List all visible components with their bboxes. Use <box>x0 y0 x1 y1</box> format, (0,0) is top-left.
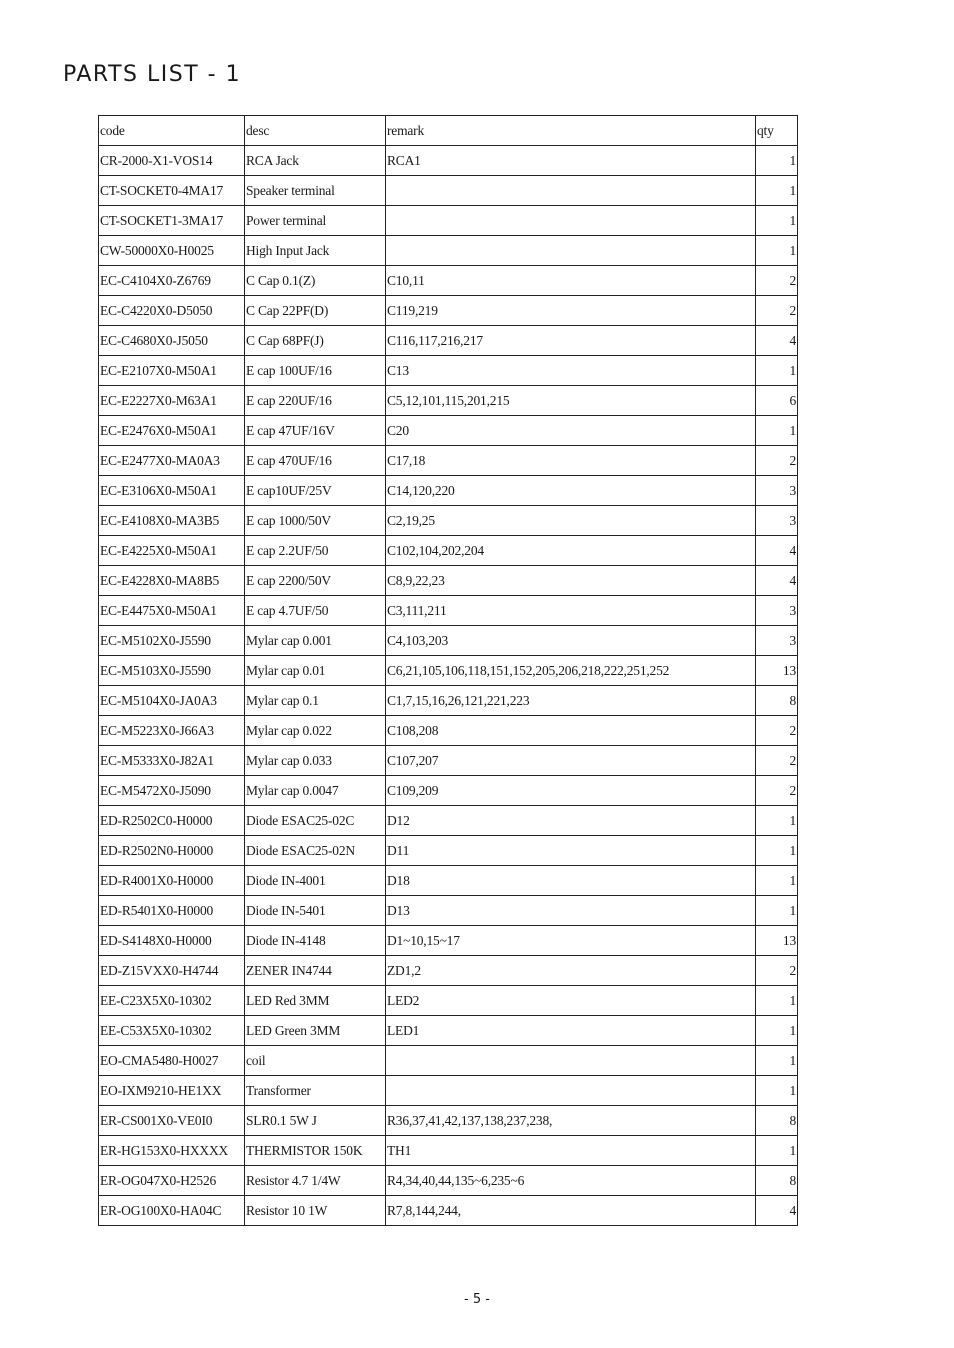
cell-desc: E cap 47UF/16V <box>245 416 386 446</box>
cell-code: ED-R5401X0-H0000 <box>99 896 245 926</box>
cell-desc: Diode IN-5401 <box>245 896 386 926</box>
table-row <box>99 596 798 626</box>
header-desc: desc <box>245 116 386 146</box>
table-row <box>99 386 798 416</box>
cell-qty: 1 <box>756 236 798 266</box>
cell-qty: 6 <box>756 386 798 416</box>
table-row <box>99 296 798 326</box>
cell-remark: LED1 <box>386 1016 756 1046</box>
page-title: PARTS LIST - 1 <box>63 62 242 87</box>
cell-qty: 2 <box>756 776 798 806</box>
cell-qty: 3 <box>756 476 798 506</box>
cell-desc: E cap 2200/50V <box>245 566 386 596</box>
table-row <box>99 476 798 506</box>
cell-remark: R4,34,40,44,135~6,235~6 <box>386 1166 756 1196</box>
cell-remark: C5,12,101,115,201,215 <box>386 386 756 416</box>
cell-code: EC-C4680X0-J5050 <box>99 326 245 356</box>
cell-qty: 13 <box>756 926 798 956</box>
cell-desc: E cap 1000/50V <box>245 506 386 536</box>
cell-qty: 1 <box>756 836 798 866</box>
cell-desc: E cap 2.2UF/50 <box>245 536 386 566</box>
cell-desc: Mylar cap 0.001 <box>245 626 386 656</box>
cell-remark: R36,37,41,42,137,138,237,238, <box>386 1106 756 1136</box>
cell-remark <box>386 1046 756 1076</box>
cell-desc: coil <box>245 1046 386 1076</box>
table-row <box>99 146 798 176</box>
cell-qty: 1 <box>756 356 798 386</box>
table-row <box>99 866 798 896</box>
table-row <box>99 176 798 206</box>
cell-desc: RCA Jack <box>245 146 386 176</box>
cell-remark: C14,120,220 <box>386 476 756 506</box>
table-row <box>99 986 798 1016</box>
cell-remark <box>386 1076 756 1106</box>
cell-remark: C8,9,22,23 <box>386 566 756 596</box>
cell-code: EC-E4225X0-M50A1 <box>99 536 245 566</box>
cell-qty: 1 <box>756 1046 798 1076</box>
cell-remark: LED2 <box>386 986 756 1016</box>
table-row <box>99 326 798 356</box>
table-row <box>99 206 798 236</box>
cell-qty: 13 <box>756 656 798 686</box>
cell-code: ED-S4148X0-H0000 <box>99 926 245 956</box>
cell-remark: C6,21,105,106,118,151,152,205,206,218,222,251,252 <box>386 656 756 686</box>
cell-qty: 4 <box>756 566 798 596</box>
cell-desc: Power terminal <box>245 206 386 236</box>
cell-code: ER-HG153X0-HXXXX <box>99 1136 245 1166</box>
cell-code: CR-2000-X1-VOS14 <box>99 146 245 176</box>
cell-remark: TH1 <box>386 1136 756 1166</box>
cell-qty: 1 <box>756 416 798 446</box>
cell-code: ER-OG100X0-HA04C <box>99 1196 245 1226</box>
cell-remark: C17,18 <box>386 446 756 476</box>
table-row <box>99 836 798 866</box>
cell-remark: ZD1,2 <box>386 956 756 986</box>
parts-table-body <box>99 146 798 1226</box>
cell-code: EC-M5333X0-J82A1 <box>99 746 245 776</box>
cell-code: EC-C4220X0-D5050 <box>99 296 245 326</box>
table-row <box>99 626 798 656</box>
table-row <box>99 446 798 476</box>
cell-code: ED-R2502C0-H0000 <box>99 806 245 836</box>
table-row <box>99 926 798 956</box>
cell-desc: Speaker terminal <box>245 176 386 206</box>
cell-desc: Mylar cap 0.022 <box>245 716 386 746</box>
cell-desc: E cap 4.7UF/50 <box>245 596 386 626</box>
cell-desc: Diode IN-4148 <box>245 926 386 956</box>
cell-qty: 8 <box>756 1166 798 1196</box>
cell-qty: 2 <box>756 746 798 776</box>
cell-qty: 2 <box>756 296 798 326</box>
cell-remark: D13 <box>386 896 756 926</box>
cell-qty: 1 <box>756 146 798 176</box>
cell-qty: 4 <box>756 1196 798 1226</box>
table-row <box>99 1196 798 1226</box>
cell-remark: C2,19,25 <box>386 506 756 536</box>
cell-desc: Diode ESAC25-02N <box>245 836 386 866</box>
table-row <box>99 896 798 926</box>
cell-desc: Transformer <box>245 1076 386 1106</box>
cell-remark: C119,219 <box>386 296 756 326</box>
cell-remark: D18 <box>386 866 756 896</box>
cell-code: EO-CMA5480-H0027 <box>99 1046 245 1076</box>
cell-qty: 2 <box>756 956 798 986</box>
cell-desc: Mylar cap 0.0047 <box>245 776 386 806</box>
header-qty: qty <box>756 116 798 146</box>
table-row <box>99 1136 798 1166</box>
table-row <box>99 656 798 686</box>
cell-remark: C10,11 <box>386 266 756 296</box>
parts-table <box>98 115 798 1226</box>
cell-remark <box>386 206 756 236</box>
table-row <box>99 356 798 386</box>
cell-desc: High Input Jack <box>245 236 386 266</box>
cell-qty: 1 <box>756 1076 798 1106</box>
cell-code: EC-M5102X0-J5590 <box>99 626 245 656</box>
cell-qty: 4 <box>756 536 798 566</box>
cell-desc: E cap10UF/25V <box>245 476 386 506</box>
cell-qty: 1 <box>756 806 798 836</box>
cell-code: CW-50000X0-H0025 <box>99 236 245 266</box>
cell-remark: C4,103,203 <box>386 626 756 656</box>
cell-code: EC-E2227X0-M63A1 <box>99 386 245 416</box>
cell-code: EC-E3106X0-M50A1 <box>99 476 245 506</box>
cell-desc: LED Red 3MM <box>245 986 386 1016</box>
cell-code: EC-C4104X0-Z6769 <box>99 266 245 296</box>
cell-code: EC-M5472X0-J5090 <box>99 776 245 806</box>
cell-desc: SLR0.1 5W J <box>245 1106 386 1136</box>
cell-qty: 3 <box>756 626 798 656</box>
table-row <box>99 236 798 266</box>
cell-remark: C108,208 <box>386 716 756 746</box>
cell-desc: Resistor 4.7 1/4W <box>245 1166 386 1196</box>
cell-desc: C Cap 22PF(D) <box>245 296 386 326</box>
cell-qty: 8 <box>756 1106 798 1136</box>
cell-desc: Diode ESAC25-02C <box>245 806 386 836</box>
cell-code: ED-R2502N0-H0000 <box>99 836 245 866</box>
cell-qty: 1 <box>756 206 798 236</box>
cell-desc: Mylar cap 0.1 <box>245 686 386 716</box>
cell-qty: 1 <box>756 176 798 206</box>
cell-code: ED-Z15VXX0-H4744 <box>99 956 245 986</box>
cell-remark: C1,7,15,16,26,121,221,223 <box>386 686 756 716</box>
cell-qty: 2 <box>756 716 798 746</box>
cell-desc: Resistor 10 1W <box>245 1196 386 1226</box>
header-code: code <box>99 116 245 146</box>
cell-remark: RCA1 <box>386 146 756 176</box>
cell-remark: C13 <box>386 356 756 386</box>
cell-remark: C20 <box>386 416 756 446</box>
cell-qty: 1 <box>756 896 798 926</box>
cell-desc: E cap 220UF/16 <box>245 386 386 416</box>
cell-code: EC-M5223X0-J66A3 <box>99 716 245 746</box>
cell-desc: ZENER IN4744 <box>245 956 386 986</box>
table-row <box>99 806 798 836</box>
cell-remark <box>386 176 756 206</box>
table-row <box>99 1046 798 1076</box>
cell-code: CT-SOCKET0-4MA17 <box>99 176 245 206</box>
page-number: - 5 - <box>464 1292 490 1307</box>
table-row <box>99 266 798 296</box>
cell-desc: THERMISTOR 150K <box>245 1136 386 1166</box>
cell-remark: D12 <box>386 806 756 836</box>
cell-qty: 8 <box>756 686 798 716</box>
table-row <box>99 1016 798 1046</box>
cell-desc: E cap 470UF/16 <box>245 446 386 476</box>
table-row <box>99 1106 798 1136</box>
header-remark: remark <box>386 116 756 146</box>
cell-qty: 1 <box>756 866 798 896</box>
cell-desc: E cap 100UF/16 <box>245 356 386 386</box>
cell-code: EC-M5104X0-JA0A3 <box>99 686 245 716</box>
cell-remark <box>386 236 756 266</box>
cell-code: EE-C23X5X0-10302 <box>99 986 245 1016</box>
cell-code: ER-CS001X0-VE0I0 <box>99 1106 245 1136</box>
cell-qty: 2 <box>756 446 798 476</box>
cell-qty: 4 <box>756 326 798 356</box>
cell-code: EC-E2476X0-M50A1 <box>99 416 245 446</box>
cell-code: EC-E2477X0-MA0A3 <box>99 446 245 476</box>
cell-desc: Diode IN-4001 <box>245 866 386 896</box>
cell-qty: 2 <box>756 266 798 296</box>
cell-code: EC-E4475X0-M50A1 <box>99 596 245 626</box>
cell-code: ER-OG047X0-H2526 <box>99 1166 245 1196</box>
cell-qty: 1 <box>756 1016 798 1046</box>
cell-desc: Mylar cap 0.033 <box>245 746 386 776</box>
table-row <box>99 716 798 746</box>
table-row <box>99 776 798 806</box>
cell-remark: C102,104,202,204 <box>386 536 756 566</box>
cell-remark: D11 <box>386 836 756 866</box>
cell-remark: C116,117,216,217 <box>386 326 756 356</box>
cell-desc: C Cap 68PF(J) <box>245 326 386 356</box>
cell-code: EE-C53X5X0-10302 <box>99 1016 245 1046</box>
cell-qty: 3 <box>756 506 798 536</box>
table-row <box>99 536 798 566</box>
table-header-row <box>99 116 798 146</box>
table-row <box>99 416 798 446</box>
cell-code: EC-E2107X0-M50A1 <box>99 356 245 386</box>
cell-remark: C3,111,211 <box>386 596 756 626</box>
table-row <box>99 746 798 776</box>
cell-remark: C107,207 <box>386 746 756 776</box>
table-row <box>99 566 798 596</box>
cell-code: ED-R4001X0-H0000 <box>99 866 245 896</box>
table-row <box>99 1076 798 1106</box>
table-row <box>99 506 798 536</box>
table-row <box>99 686 798 716</box>
cell-code: EC-E4228X0-MA8B5 <box>99 566 245 596</box>
cell-remark: C109,209 <box>386 776 756 806</box>
cell-remark: R7,8,144,244, <box>386 1196 756 1226</box>
cell-qty: 3 <box>756 596 798 626</box>
table-row <box>99 1166 798 1196</box>
cell-code: EO-IXM9210-HE1XX <box>99 1076 245 1106</box>
cell-remark: D1~10,15~17 <box>386 926 756 956</box>
cell-qty: 1 <box>756 986 798 1016</box>
cell-code: EC-E4108X0-MA3B5 <box>99 506 245 536</box>
cell-desc: LED Green 3MM <box>245 1016 386 1046</box>
cell-desc: Mylar cap 0.01 <box>245 656 386 686</box>
cell-code: CT-SOCKET1-3MA17 <box>99 206 245 236</box>
table-row <box>99 956 798 986</box>
cell-qty: 1 <box>756 1136 798 1166</box>
cell-desc: C Cap 0.1(Z) <box>245 266 386 296</box>
cell-code: EC-M5103X0-J5590 <box>99 656 245 686</box>
